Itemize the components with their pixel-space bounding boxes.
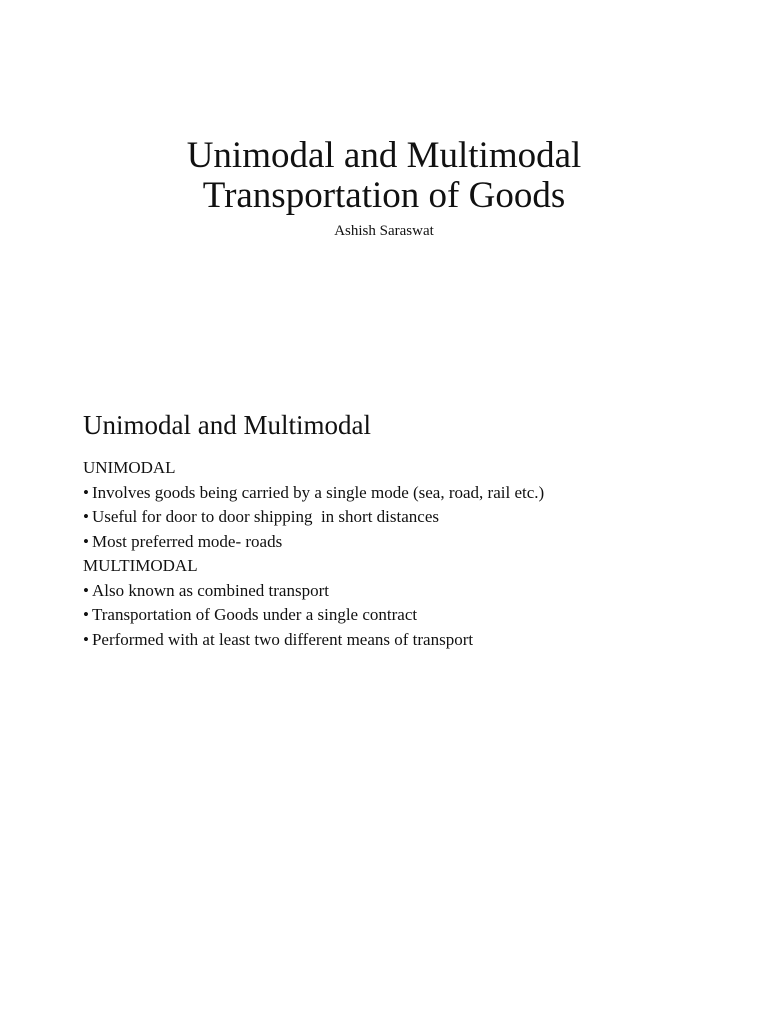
list-item-text: Transportation of Goods under a single contract: [91, 605, 418, 624]
bullet-icon: •: [83, 531, 89, 551]
bullet-icon: •: [83, 605, 89, 624]
bullet-icon: •: [83, 507, 89, 526]
multimodal-label: MULTIMODAL: [83, 556, 198, 575]
unimodal-label: UNIMODAL: [83, 458, 176, 477]
list-item: [83, 628, 743, 653]
bullet-icon: •: [83, 482, 89, 502]
page-title-line-2: Transportation of Goods: [202, 175, 566, 216]
bullet-icon: •: [83, 580, 89, 600]
list-item-text: Performed with at least two different means of transport: [91, 629, 474, 649]
list-item: [83, 579, 743, 604]
content-section: [83, 408, 743, 652]
title-block: [0, 136, 768, 240]
list-item: [83, 505, 743, 530]
list-item: [83, 603, 743, 628]
list-item-text: Involves goods being carried by a single mode (sea, road, rail etc.): [91, 482, 545, 502]
section-heading: Unimodal and Multimodal: [83, 410, 371, 440]
list-item-text: Most preferred mode- roads: [91, 531, 283, 551]
page-title-line-1: Unimodal and Multimodal: [186, 135, 582, 176]
list-item-text: Also known as combined transport: [91, 580, 329, 600]
list-item: [83, 481, 743, 506]
list-item: [83, 530, 743, 555]
list-item-text: Useful for door to door shipping in short distances: [91, 507, 439, 526]
author-name: Ashish Saraswat: [334, 223, 434, 239]
bullet-icon: •: [83, 629, 89, 649]
